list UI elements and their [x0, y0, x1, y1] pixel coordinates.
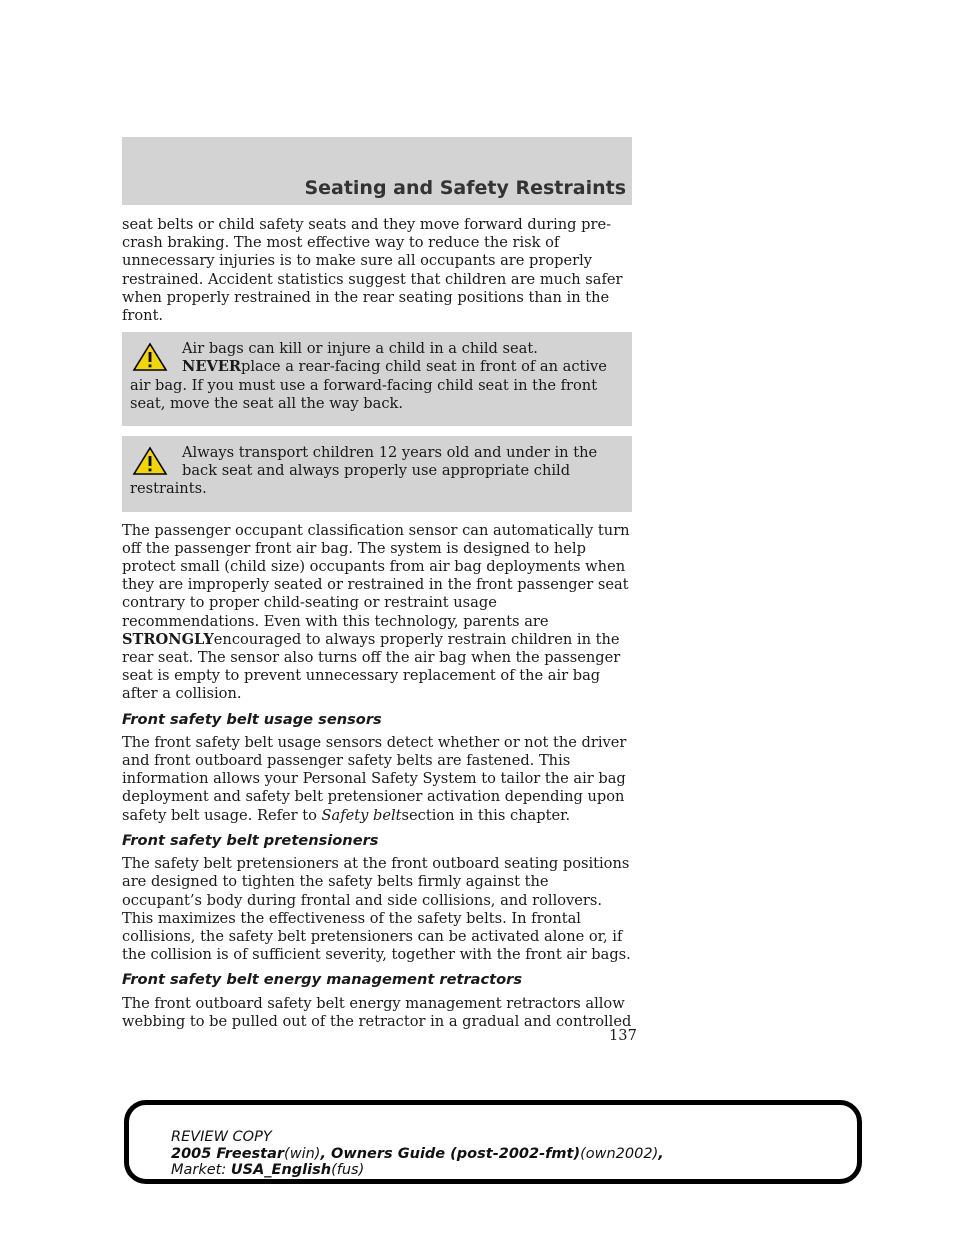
footer-text — [171, 1129, 664, 1179]
occupant-emphasis: STRONGLY — [122, 630, 214, 648]
warning-box-child-seat — [122, 332, 632, 426]
occupant-text-end: encouraged to always properly restrain children in the rear seat. The sensor also turns off the air bag when the passenger seat is empty to prevent unnecessary replacement of the air bag after a collision. — [122, 630, 621, 703]
section-header-band — [122, 137, 632, 205]
belt-usage-sensors-paragraph — [122, 734, 632, 825]
review-copy-footer — [124, 1100, 862, 1184]
heading-belt-pretensioners: Front safety belt pretensioners — [122, 831, 379, 849]
warning-text: Always transport children 12 years old and under in the back seat and always properly use appropriate child restraints. — [130, 444, 598, 498]
energy-retractors-paragraph: The front outboard safety belt energy management retractors allow webbing to be pulled out of the retractor in a gradual and controlled — [122, 994, 632, 1030]
warning-text-start: Air bags can kill or injure a child in a child seat. — [182, 340, 538, 358]
warning-text — [130, 340, 620, 413]
warning-emphasis: NEVER — [182, 358, 242, 376]
footer-market-code: (fus) — [331, 1162, 365, 1178]
footer-separator: , — [320, 1145, 332, 1162]
cross-reference: Safety belt — [321, 806, 402, 824]
footer-model-code: (win) — [284, 1145, 321, 1162]
footer-market-label: Market: — [171, 1162, 231, 1178]
occupant-sensor-paragraph — [122, 522, 632, 704]
section-title: Seating and Safety Restraints — [304, 177, 626, 199]
page-content — [122, 216, 632, 1038]
heading-energy-management-retractors: Front safety belt energy management retractors — [122, 971, 523, 989]
heading-belt-usage-sensors: Front safety belt usage sensors — [122, 710, 382, 728]
footer-line-model — [171, 1146, 664, 1163]
page-number: 137 — [609, 1027, 637, 1044]
occupant-text-start: The passenger occupant classification sensor can automatically turn off the passenger front air bag. The system is designed to help protect small (child size) occupants from air bag deployments when they are improperly seated or restrained in the front passenger seat contrary to proper child-seating or restraint usage recommendations. Even with this technology, parents are — [122, 521, 630, 630]
belt-pretensioners-paragraph: The safety belt pretensioners at the front outboard seating positions are designed to tighten the safety belts firmly against the occupant’s body during frontal and side collisions, and rollovers. This maximizes the effectiveness of the safety belts. In frontal collisions, the safety belt pretensioners can be activated alone or, if the collision is of sufficient severity, together with the front air bags. — [122, 855, 631, 964]
footer-line-review: REVIEW COPY — [171, 1129, 272, 1145]
warning-triangle-icon — [132, 342, 168, 372]
footer-guide-code: (own2002) — [580, 1145, 659, 1162]
footer-market: USA_English — [230, 1162, 332, 1178]
warning-triangle-icon — [132, 446, 168, 476]
warning-box-rear-seat — [122, 436, 632, 512]
footer-line-market — [171, 1162, 664, 1179]
footer-comma: , — [658, 1145, 664, 1162]
warning-text-end: place a rear-facing child seat in front of an active air bag. If you must use a forward-facing child seat in the front seat, move the seat all the way back. — [130, 358, 607, 412]
usage-text-start: The front safety belt usage sensors detect whether or not the driver and front outboard passenger safety belts are fastened. This information allows your Personal Safety System to tailor the air bag deployment and safety belt pretensioner activation depending upon safety belt usage. Refer to — [122, 733, 627, 824]
footer-model: 2005 Freestar — [171, 1145, 285, 1162]
usage-text-end: section in this chapter. — [401, 806, 571, 824]
footer-guide: Owners Guide (post-2002-fmt) — [331, 1145, 581, 1162]
intro-paragraph: seat belts or child safety seats and they move forward during pre-crash braking. The most effective way to reduce the risk of unnecessary injuries is to make sure all occupants are properly restrained. Accident statistics suggest that children are much safer when properly restrained in the rear seating positions than in the front. — [122, 216, 623, 325]
